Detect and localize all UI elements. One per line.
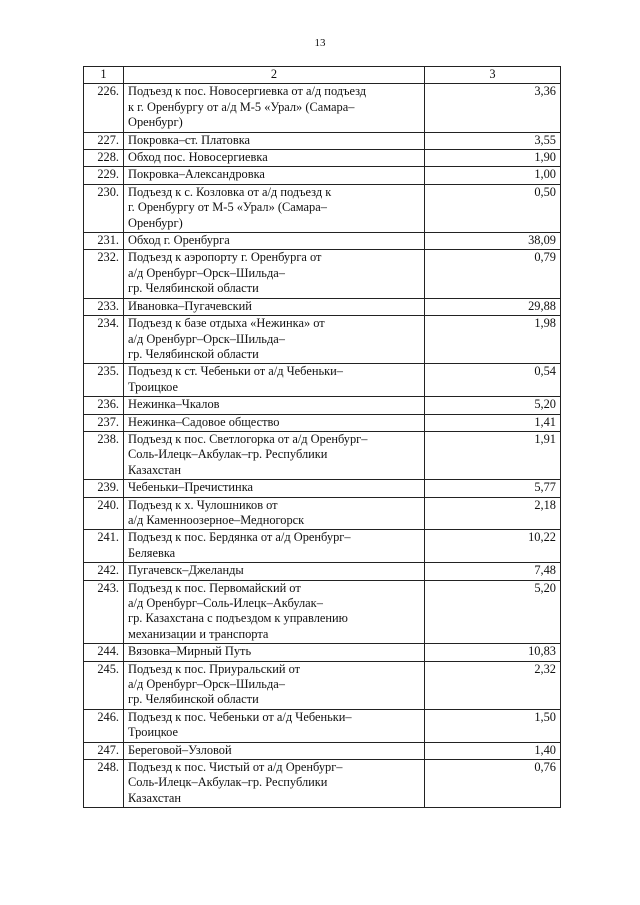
road-name-line: механизации и транспорта	[128, 626, 269, 641]
table-row	[84, 233, 561, 250]
road-name-line: Подъезд к пос. Новосергиевка от а/д подъезд	[128, 84, 367, 99]
road-name	[124, 84, 425, 132]
row-number: 240.	[84, 497, 124, 530]
road-name-line: а/д Оренбург–Соль-Илецк–Акбулак–	[128, 596, 323, 610]
table-row	[84, 84, 561, 132]
row-number: 232.	[84, 250, 124, 298]
road-length: 0,79	[425, 250, 561, 298]
row-number: 239.	[84, 480, 124, 497]
road-name-line: гр. Челябинской области	[128, 346, 259, 361]
road-name-line: а/д Оренбург–Орск–Шильда–	[128, 265, 285, 280]
road-name	[124, 661, 425, 709]
road-length: 1,50	[425, 709, 561, 742]
road-name-line: Ивановка–Пугачевский	[128, 298, 252, 313]
road-name	[124, 132, 425, 149]
road-name-line: Подъезд к аэропорту г. Оренбурга от	[128, 250, 322, 265]
road-name-line: Подъезд к пос. Бердянка от а/д Оренбург–	[128, 530, 351, 545]
row-number: 229.	[84, 167, 124, 184]
road-length: 29,88	[425, 298, 561, 315]
road-length: 3,55	[425, 132, 561, 149]
road-name	[124, 233, 425, 250]
road-name-line: Покровка–Александровка	[128, 167, 265, 182]
road-name-line: Покровка–ст. Платовка	[128, 132, 251, 147]
table-row	[84, 132, 561, 149]
road-length: 0,76	[425, 760, 561, 808]
table-row	[84, 316, 561, 364]
road-name-line: Обход г. Оренбурга	[128, 233, 230, 248]
page-number: 13	[314, 37, 326, 49]
table-row	[84, 644, 561, 661]
road-name-line: Обход пос. Новосергиевка	[128, 150, 268, 165]
road-name-line: а/д Каменноозерное–Медногорск	[128, 512, 305, 527]
road-name-line: Троицкое	[128, 379, 178, 394]
table-row	[84, 414, 561, 431]
header-row	[84, 67, 561, 84]
road-name-line: Казахстан	[128, 790, 182, 805]
table-row	[84, 497, 561, 530]
road-length: 1,91	[425, 431, 561, 479]
column-header-name: 2	[124, 67, 425, 84]
row-number: 235.	[84, 364, 124, 397]
table-row	[84, 530, 561, 563]
row-number: 237.	[84, 414, 124, 431]
table-row	[84, 431, 561, 479]
road-length: 38,09	[425, 233, 561, 250]
table-row	[84, 580, 561, 644]
table-row	[84, 364, 561, 397]
row-number: 227.	[84, 132, 124, 149]
row-number: 241.	[84, 530, 124, 563]
road-name-line: к г. Оренбургу от а/д М-5 «Урал» (Самара–	[128, 99, 355, 114]
road-name	[124, 316, 425, 364]
road-name	[124, 364, 425, 397]
table-row	[84, 742, 561, 759]
road-name-line: гр. Челябинской области	[128, 692, 259, 707]
road-name	[124, 480, 425, 497]
road-name-line: Нежинка–Садовое общество	[128, 414, 280, 429]
road-name-line: Соль-Илецк–Акбулак–гр. Республики	[128, 447, 328, 462]
road-length: 7,48	[425, 563, 561, 580]
road-name-line: Оренбург)	[128, 215, 183, 230]
road-name	[124, 563, 425, 580]
road-name-line: Подъезд к х. Чулошников от	[128, 497, 278, 512]
road-name	[124, 497, 425, 530]
table-row	[84, 760, 561, 808]
road-length: 5,77	[425, 480, 561, 497]
row-number: 228.	[84, 150, 124, 167]
column-header-length: 3	[425, 67, 561, 84]
road-name-line: гр. Челябинской области	[128, 281, 259, 296]
road-length: 10,83	[425, 644, 561, 661]
row-number: 234.	[84, 316, 124, 364]
table-row	[84, 397, 561, 414]
road-name-line: Нежинка–Чкалов	[128, 397, 220, 412]
road-name-line: Подъезд к с. Козловка от а/д подъезд к	[128, 184, 332, 199]
road-name-line: Соль-Илецк–Акбулак–гр. Республики	[128, 775, 328, 790]
table-row	[84, 661, 561, 709]
row-number: 238.	[84, 431, 124, 479]
road-name-line: Подъезд к пос. Приуральский от	[128, 661, 301, 676]
road-length: 1,90	[425, 150, 561, 167]
road-name-line: Вязовка–Мирный Путь	[128, 644, 252, 659]
road-name-line: г. Оренбургу от М-5 «Урал» (Самара–	[128, 200, 327, 215]
column-header-number: 1	[84, 67, 124, 84]
table-row	[84, 250, 561, 298]
road-name	[124, 431, 425, 479]
road-length: 0,54	[425, 364, 561, 397]
road-name	[124, 397, 425, 414]
road-name	[124, 580, 425, 644]
row-number: 242.	[84, 563, 124, 580]
row-number: 245.	[84, 661, 124, 709]
road-length: 5,20	[425, 397, 561, 414]
road-name-line: Подъезд к ст. Чебеньки от а/д Чебеньки–	[128, 364, 343, 379]
road-name	[124, 760, 425, 808]
road-name-line: Береговой–Узловой	[128, 742, 232, 757]
road-length: 1,98	[425, 316, 561, 364]
row-number: 246.	[84, 709, 124, 742]
road-name	[124, 709, 425, 742]
row-number: 230.	[84, 184, 124, 232]
row-number: 244.	[84, 644, 124, 661]
table-row	[84, 480, 561, 497]
road-length: 1,41	[425, 414, 561, 431]
road-name	[124, 742, 425, 759]
table-row	[84, 563, 561, 580]
road-name	[124, 167, 425, 184]
road-name-line: а/д Оренбург–Орск–Шильда–	[128, 331, 285, 346]
table-row	[84, 709, 561, 742]
road-name-line: Беляевка	[128, 545, 176, 560]
road-name	[124, 644, 425, 661]
road-name	[124, 298, 425, 315]
road-length: 2,32	[425, 661, 561, 709]
row-number: 226.	[84, 84, 124, 132]
road-name-line: Подъезд к пос. Светлогорка от а/д Оренбург–	[128, 431, 368, 446]
row-number: 231.	[84, 233, 124, 250]
road-length: 1,00	[425, 167, 561, 184]
road-name	[124, 250, 425, 298]
road-length: 1,40	[425, 742, 561, 759]
road-name-line: Чебеньки–Пречистинка	[128, 480, 254, 495]
table-row	[84, 167, 561, 184]
road-name	[124, 414, 425, 431]
road-name	[124, 530, 425, 563]
road-name	[124, 150, 425, 167]
table-row	[84, 298, 561, 315]
table-row	[84, 184, 561, 232]
row-number: 236.	[84, 397, 124, 414]
road-name-line: Подъезд к пос. Первомайский от	[128, 580, 301, 595]
roads-table	[83, 66, 561, 808]
road-name	[124, 184, 425, 232]
table-body	[84, 84, 561, 808]
row-number: 243.	[84, 580, 124, 644]
table-header	[84, 67, 561, 84]
road-name-line: Подъезд к пос. Чебеньки от а/д Чебеньки–	[128, 709, 352, 724]
table-row	[84, 150, 561, 167]
road-name-line: Казахстан	[128, 462, 182, 477]
row-number: 233.	[84, 298, 124, 315]
road-name-line: а/д Оренбург–Орск–Шильда–	[128, 677, 285, 692]
road-name-line: Троицкое	[128, 725, 178, 740]
road-length: 5,20	[425, 580, 561, 644]
road-length: 0,50	[425, 184, 561, 232]
road-length: 10,22	[425, 530, 561, 563]
row-number: 248.	[84, 760, 124, 808]
row-number: 247.	[84, 742, 124, 759]
road-name-line: Подъезд к пос. Чистый от а/д Оренбург–	[128, 760, 343, 775]
road-length: 2,18	[425, 497, 561, 530]
road-name-line: Подъезд к базе отдыха «Нежинка» от	[128, 316, 325, 331]
road-length: 3,36	[425, 84, 561, 132]
road-name-line: Оренбург)	[128, 115, 183, 130]
road-name-line: Пугачевск–Джеланды	[128, 563, 244, 578]
road-name-line: гр. Казахстана с подъездом к управлению	[128, 611, 348, 626]
